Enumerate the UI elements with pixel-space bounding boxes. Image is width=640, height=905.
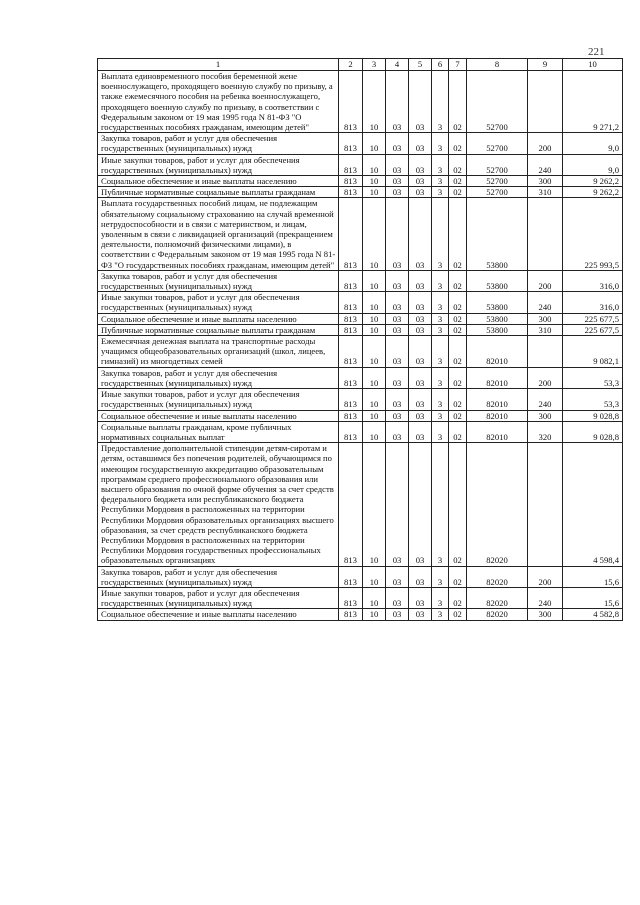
subprogram-code-cell: 3 [432,410,449,421]
subprogram-code-cell: 3 [432,389,449,410]
section-code-cell: 10 [363,389,386,410]
subsection-code-cell: 03 [386,324,409,335]
expense-name-text: Публичные нормативные социальные выплаты гражданам [101,324,316,335]
amount-cell: 9 262,2 [563,187,623,198]
section-code-cell: 10 [363,313,386,324]
subprogram-code-cell: 3 [432,270,449,291]
table-row [98,71,623,133]
amount-cell: 9,0 [563,154,623,175]
table-row [98,154,623,175]
table-row [98,609,623,620]
section-code-cell: 10 [363,176,386,187]
subsection-code-cell: 03 [386,133,409,154]
expense-type-cell [528,443,563,566]
program-code-cell: 03 [409,421,432,442]
event-code-cell: 02 [449,443,467,566]
table-row [98,410,623,421]
subprogram-code-cell: 3 [432,176,449,187]
event-code-cell: 02 [449,336,467,368]
amount-cell: 9,0 [563,133,623,154]
section-code-cell: 10 [363,292,386,313]
subsection-code-cell: 03 [386,609,409,620]
direction-code-cell: 82020 [467,587,528,608]
program-code-cell: 03 [409,389,432,410]
subprogram-code-cell: 3 [432,421,449,442]
expense-type-cell: 240 [528,587,563,608]
program-code-cell: 03 [409,292,432,313]
program-code-cell: 03 [409,176,432,187]
table-row [98,389,623,410]
event-code-cell: 02 [449,313,467,324]
direction-code-cell: 53800 [467,292,528,313]
section-code-cell: 10 [363,270,386,291]
amount-cell: 225 677,5 [563,324,623,335]
expense-name-cell [98,176,339,187]
subprogram-code-cell: 3 [432,324,449,335]
program-code-cell: 03 [409,187,432,198]
budget-code-cell: 813 [339,133,363,154]
event-code-cell: 02 [449,367,467,388]
budget-code-cell: 813 [339,324,363,335]
section-code-cell: 10 [363,336,386,368]
subprogram-code-cell: 3 [432,566,449,587]
expense-name-text: Выплата государственных пособий лицам, не подлежащим обязательному социальному страхованию на случай временной нетрудоспособности и в связи с материнством, и лицам, уволенным в связи с ликвидацией организаций (прекращением деятельности, полномочий физическими лицами), в соответствии с Федеральным законом от 19 мая 1995 года N 81-ФЗ "О государственных пособиях гражданам, имеющим детей" [101,198,336,270]
expense-name-text: Закупка товаров, работ и услуг для обеспечения государственных (муниципальных) нужд [101,566,278,587]
budget-code-cell: 813 [339,176,363,187]
expense-name-text: Социальное обеспечение и иные выплаты населению [101,410,297,421]
direction-code-cell: 82010 [467,389,528,410]
budget-code-cell: 813 [339,389,363,410]
table-row [98,566,623,587]
direction-code-cell: 52700 [467,176,528,187]
amount-cell: 53,3 [563,389,623,410]
budget-code-cell: 813 [339,313,363,324]
direction-code-cell: 53800 [467,198,528,270]
budget-code-cell: 813 [339,187,363,198]
amount-cell: 53,3 [563,367,623,388]
budget-code-cell: 813 [339,421,363,442]
section-code-cell: 10 [363,566,386,587]
subprogram-code-cell: 3 [432,292,449,313]
subprogram-code-cell: 3 [432,587,449,608]
expense-name-text: Закупка товаров, работ и услуг для обеспечения государственных (муниципальных) нужд [101,367,278,388]
subsection-code-cell: 03 [386,421,409,442]
program-code-cell: 03 [409,336,432,368]
subsection-code-cell: 03 [386,566,409,587]
budget-code-cell: 813 [339,367,363,388]
section-code-cell: 10 [363,324,386,335]
subsection-code-cell: 03 [386,313,409,324]
direction-code-cell: 53800 [467,324,528,335]
table-row [98,421,623,442]
budget-code-cell: 813 [339,609,363,620]
section-code-cell: 10 [363,421,386,442]
expense-type-cell: 200 [528,270,563,291]
event-code-cell: 02 [449,133,467,154]
subsection-code-cell: 03 [386,367,409,388]
event-code-cell: 02 [449,421,467,442]
expense-name-cell [98,187,339,198]
expense-type-cell: 240 [528,154,563,175]
amount-cell: 9 028,8 [563,421,623,442]
expense-name-text: Выплата единовременного пособия беременной жене военнослужащего, проходящего военную службу по призыву, а также ежемесячного пособия на ребенка военнослужащего, проходящего военную службу по призыву, в соответствии с Федеральным законом от 19 мая 1995 года N 81-ФЗ "О государственных пособиях гражданам, имеющим детей" [101,71,333,133]
event-code-cell: 02 [449,154,467,175]
amount-cell: 9 262,2 [563,176,623,187]
subprogram-code-cell: 3 [432,367,449,388]
event-code-cell: 02 [449,292,467,313]
direction-code-cell: 53800 [467,313,528,324]
expense-name-text: Иные закупки товаров, работ и услуг для обеспечения государственных (муниципальных) нужд [101,154,300,175]
direction-code-cell: 52700 [467,154,528,175]
event-code-cell: 02 [449,176,467,187]
subsection-code-cell: 03 [386,154,409,175]
expense-name-text: Социальное обеспечение и иные выплаты населению [101,609,297,620]
section-code-cell: 10 [363,133,386,154]
program-code-cell: 03 [409,198,432,270]
subsection-code-cell: 03 [386,410,409,421]
expense-name-text: Социальные выплаты гражданам, кроме публичных нормативных социальных выплат [101,421,292,442]
expense-name-text: Иные закупки товаров, работ и услуг для обеспечения государственных (муниципальных) нужд [101,587,300,609]
direction-code-cell: 52700 [467,133,528,154]
subsection-code-cell: 03 [386,336,409,368]
direction-code-cell: 82010 [467,367,528,388]
column-header-8: 8 [467,59,528,71]
expense-name-cell [98,71,339,133]
expense-name-cell [98,270,339,291]
program-code-cell: 03 [409,367,432,388]
section-code-cell: 10 [363,410,386,421]
expense-name-text: Предоставление дополнительной стипендии детям-сиротам и детям, оставшимся без попечения родителей, обучающимся по имеющим государственную аккредитацию образовательным программам среднего профессионального образования или высшего образования по очной форме обучения за счет средств федерального бюджета или республиканского бюджета Республики Мордовия в расположенных на территории Республики Мордовия образовательных организациях высшего образования, за счет средств республиканского бюджета Республики Мордовия в расположенных на территории Республики Мордовия государственных профессиональных образовательных организациях [101,443,334,566]
expense-name-text: Публичные нормативные социальные выплаты гражданам [101,187,316,198]
table-row [98,133,623,154]
table-row [98,443,623,566]
amount-cell: 316,0 [563,292,623,313]
expense-name-cell [98,198,339,270]
amount-cell: 15,6 [563,566,623,587]
budget-code-cell: 813 [339,410,363,421]
column-header-4: 4 [386,59,409,71]
table-row [98,324,623,335]
expense-type-cell [528,198,563,270]
direction-code-cell: 52700 [467,187,528,198]
subprogram-code-cell: 3 [432,154,449,175]
direction-code-cell: 82010 [467,336,528,368]
expense-name-text: Иные закупки товаров, работ и услуг для обеспечения государственных (муниципальных) нужд [101,292,300,313]
expense-name-text: Социальное обеспечение и иные выплаты населению [101,176,297,187]
direction-code-cell: 53800 [467,270,528,291]
table-row [98,270,623,291]
expense-type-cell: 240 [528,389,563,410]
expense-name-cell [98,336,339,368]
table-row [98,313,623,324]
direction-code-cell: 82020 [467,566,528,587]
program-code-cell: 03 [409,410,432,421]
column-header-7: 7 [449,59,467,71]
amount-cell: 9 082,1 [563,336,623,368]
expense-name-cell [98,389,339,410]
subprogram-code-cell: 3 [432,443,449,566]
amount-cell: 15,6 [563,587,623,608]
subsection-code-cell: 03 [386,187,409,198]
column-header-6: 6 [432,59,449,71]
event-code-cell: 02 [449,198,467,270]
expense-name-text: Ежемесячная денежная выплата на транспортные расходы учащимся общеобразовательных организаций (школ, лицеев, гимназий) из многодетных семей [101,336,326,367]
program-code-cell: 03 [409,270,432,291]
table-row [98,176,623,187]
column-header-5: 5 [409,59,432,71]
expense-type-cell: 310 [528,187,563,198]
event-code-cell: 02 [449,609,467,620]
section-code-cell: 10 [363,71,386,133]
budget-code-cell: 813 [339,336,363,368]
event-code-cell: 02 [449,324,467,335]
expense-type-cell [528,71,563,133]
event-code-cell: 02 [449,71,467,133]
page-number: 221 [588,46,605,58]
subsection-code-cell: 03 [386,587,409,608]
expense-name-cell [98,154,339,175]
subsection-code-cell: 03 [386,176,409,187]
column-header-10: 10 [563,59,623,71]
subsection-code-cell: 03 [386,389,409,410]
program-code-cell: 03 [409,313,432,324]
subsection-code-cell: 03 [386,292,409,313]
table-row [98,367,623,388]
subsection-code-cell: 03 [386,71,409,133]
direction-code-cell: 82020 [467,443,528,566]
amount-cell: 4 582,8 [563,609,623,620]
expense-type-cell: 200 [528,566,563,587]
table-row [98,292,623,313]
amount-cell: 316,0 [563,270,623,291]
subsection-code-cell: 03 [386,198,409,270]
expense-name-cell [98,367,339,388]
section-code-cell: 10 [363,609,386,620]
table-row [98,187,623,198]
section-code-cell: 10 [363,187,386,198]
expense-name-cell [98,566,339,587]
direction-code-cell: 52700 [467,71,528,133]
expense-name-cell [98,292,339,313]
column-header-9: 9 [528,59,563,71]
column-header-1: 1 [98,59,339,71]
expense-type-cell: 300 [528,176,563,187]
budget-code-cell: 813 [339,443,363,566]
event-code-cell: 02 [449,187,467,198]
budget-code-cell: 813 [339,198,363,270]
program-code-cell: 03 [409,566,432,587]
amount-cell: 225 993,5 [563,198,623,270]
budget-code-cell: 813 [339,292,363,313]
table-row [98,198,623,270]
table-row [98,336,623,368]
amount-cell: 225 677,5 [563,313,623,324]
subprogram-code-cell: 3 [432,71,449,133]
budget-code-cell: 813 [339,154,363,175]
subsection-code-cell: 03 [386,443,409,566]
program-code-cell: 03 [409,609,432,620]
budget-code-cell: 813 [339,587,363,608]
expense-name-text: Социальное обеспечение и иные выплаты населению [101,313,297,324]
budget-code-cell: 813 [339,71,363,133]
expense-type-cell: 310 [528,324,563,335]
table-body [98,71,623,621]
expense-name-cell [98,587,339,608]
program-code-cell: 03 [409,587,432,608]
expense-type-cell: 240 [528,292,563,313]
expense-name-cell [98,421,339,442]
subsection-code-cell: 03 [386,270,409,291]
event-code-cell: 02 [449,410,467,421]
expense-type-cell: 320 [528,421,563,442]
event-code-cell: 02 [449,587,467,608]
budget-table [97,58,623,621]
expense-name-cell [98,443,339,566]
amount-cell: 4 598,4 [563,443,623,566]
program-code-cell: 03 [409,133,432,154]
budget-code-cell: 813 [339,566,363,587]
section-code-cell: 10 [363,198,386,270]
expense-name-text: Иные закупки товаров, работ и услуг для обеспечения государственных (муниципальных) нужд [101,389,300,410]
program-code-cell: 03 [409,71,432,133]
subprogram-code-cell: 3 [432,609,449,620]
program-code-cell: 03 [409,443,432,566]
subprogram-code-cell: 3 [432,336,449,368]
expense-name-cell [98,133,339,154]
expense-type-cell: 300 [528,313,563,324]
subprogram-code-cell: 3 [432,187,449,198]
amount-cell: 9 271,2 [563,71,623,133]
subprogram-code-cell: 3 [432,313,449,324]
expense-type-cell: 300 [528,410,563,421]
column-header-3: 3 [363,59,386,71]
table-row [98,587,623,608]
event-code-cell: 02 [449,270,467,291]
section-code-cell: 10 [363,154,386,175]
program-code-cell: 03 [409,324,432,335]
event-code-cell: 02 [449,389,467,410]
expense-type-cell [528,336,563,368]
expense-name-cell [98,410,339,421]
expense-type-cell: 300 [528,609,563,620]
expense-type-cell: 200 [528,133,563,154]
expense-name-cell [98,609,339,620]
expense-name-text: Закупка товаров, работ и услуг для обеспечения государственных (муниципальных) нужд [101,270,278,292]
budget-code-cell: 813 [339,270,363,291]
expense-name-cell [98,324,339,335]
section-code-cell: 10 [363,443,386,566]
direction-code-cell: 82020 [467,609,528,620]
column-header-2: 2 [339,59,363,71]
subprogram-code-cell: 3 [432,198,449,270]
expense-name-cell [98,313,339,324]
section-code-cell: 10 [363,367,386,388]
expense-name-text: Закупка товаров, работ и услуг для обеспечения государственных (муниципальных) нужд [101,133,278,154]
program-code-cell: 03 [409,154,432,175]
direction-code-cell: 82010 [467,421,528,442]
expense-type-cell: 200 [528,367,563,388]
amount-cell: 9 028,8 [563,410,623,421]
direction-code-cell: 82010 [467,410,528,421]
subprogram-code-cell: 3 [432,133,449,154]
event-code-cell: 02 [449,566,467,587]
column-number-row [98,59,623,71]
section-code-cell: 10 [363,587,386,608]
